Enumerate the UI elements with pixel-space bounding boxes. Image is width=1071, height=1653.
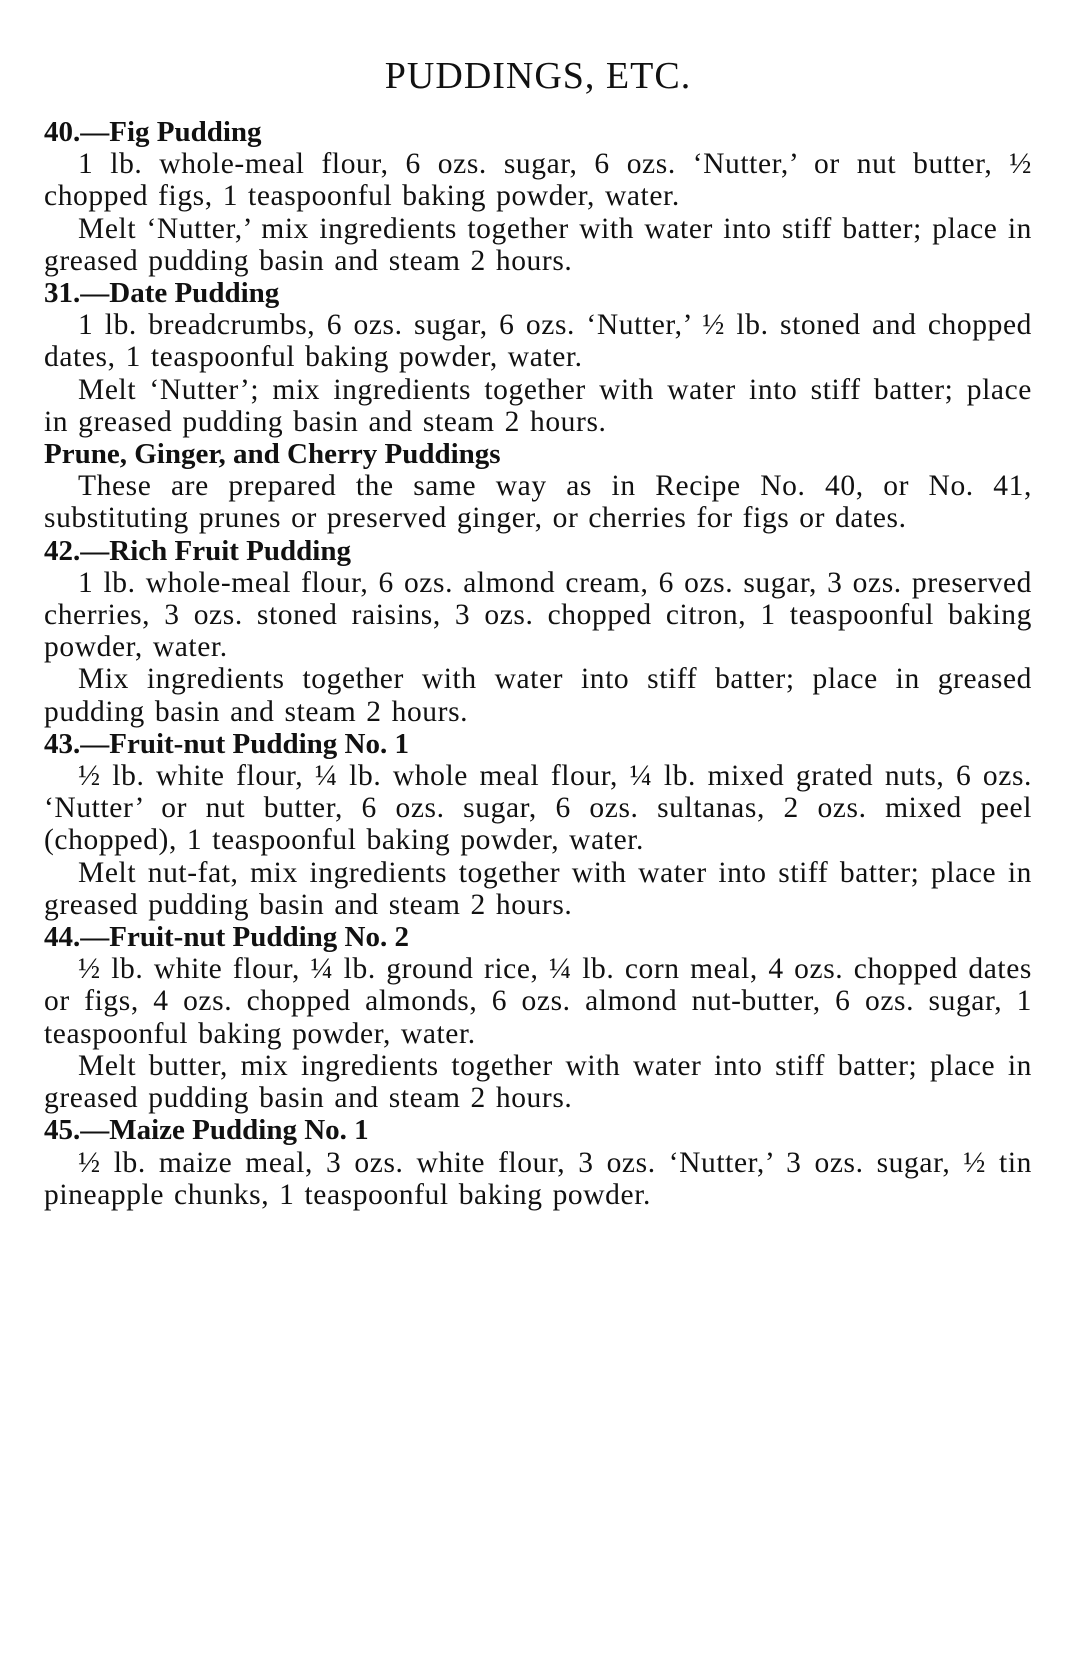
book-page — [44, 54, 1032, 1211]
recipe-method: Melt nut-fat, mix ingredients together with water into stiff batter; place in greased pudding basin and steam 2 hours. — [44, 856, 1032, 921]
recipe-title: 45.—Maize Pudding No. 1 — [44, 1114, 369, 1147]
recipe-ingredients: ½ lb. maize meal, 3 ozs. white flour, 3 ozs. ‘Nutter,’ 3 ozs. sugar, ½ tin pineapple chunks, 1 teaspoonful baking powder. — [44, 1146, 1032, 1211]
page-title: PUDDINGS, ETC. — [384, 55, 692, 97]
recipe-title: 43.—Fruit-nut Pudding No. 1 — [44, 727, 409, 760]
recipe-title: 42.—Rich Fruit Pudding — [44, 534, 351, 567]
recipe-instructions: These are prepared the same way as in Recipe No. 40, or No. 41, substituting prunes or preserved ginger, or cherries for figs or dates. — [44, 470, 1032, 535]
recipe-method: Melt ‘Nutter’; mix ingredients together with water into stiff batter; place in greased pudding basin and steam 2 hours. — [44, 373, 1032, 438]
recipe-method: Melt butter, mix ingredients together with water into stiff batter; place in greased pudding basin and steam 2 hours. — [44, 1049, 1032, 1115]
recipe-prune-ginger-cherry-puddings — [44, 438, 1032, 535]
recipe-ingredients: ½ lb. white flour, ¼ lb. ground rice, ¼ lb. corn meal, 4 ozs. chopped dates or figs, 4 ozs. chopped almonds, 6 ozs. almond nut-butter, 6 ozs. sugar, 1 teaspoonful baking powder, water. — [44, 953, 1032, 1050]
recipe-date-pudding — [44, 277, 1032, 438]
recipe-method: Mix ingredients together with water into stiff batter; place in greased pudding basin and steam 2 hours. — [44, 663, 1032, 728]
recipe-ingredients: 1 lb. whole-meal flour, 6 ozs. almond cream, 6 ozs. sugar, 3 ozs. preserved cherries, 3 ozs. stoned raisins, 3 ozs. chopped citron, 1 teaspoonful baking powder, water. — [44, 566, 1032, 664]
recipe-title: Prune, Ginger, and Cherry Puddings — [44, 438, 501, 471]
recipe-title: 44.—Fruit-nut Pudding No. 2 — [44, 921, 409, 954]
recipe-ingredients: ½ lb. white flour, ¼ lb. whole meal flour, ¼ lb. mixed grated nuts, 6 ozs. ‘Nutter’ or nut butter, 6 ozs. sugar, 6 ozs. sultanas, 2 ozs. mixed peel (chopped), 1 teaspoonful baking powder, water. — [44, 760, 1032, 857]
recipe-title: 40.—Fig Pudding — [44, 116, 262, 148]
recipe-fig-pudding — [44, 116, 1032, 277]
recipe-ingredients: 1 lb. whole-meal flour, 6 ozs. sugar, 6 ozs. ‘Nutter,’ or nut butter, ½ chopped figs, 1 teaspoonful baking powder, water. — [44, 148, 1032, 213]
recipe-maize-pudding-1 — [44, 1114, 1032, 1211]
recipe-title: 31.—Date Pudding — [44, 277, 280, 310]
recipe-fruit-nut-pudding-2 — [44, 921, 1032, 1114]
recipe-ingredients: 1 lb. breadcrumbs, 6 ozs. sugar, 6 ozs. ‘Nutter,’ ½ lb. stoned and chopped dates, 1 teaspoonful baking powder, water. — [44, 309, 1032, 374]
recipe-rich-fruit-pudding — [44, 535, 1032, 728]
recipe-fruit-nut-pudding-1 — [44, 728, 1032, 921]
recipe-method: Melt ‘Nutter,’ mix ingredients together with water into stiff batter; place in greased pudding basin and steam 2 hours. — [44, 212, 1032, 277]
